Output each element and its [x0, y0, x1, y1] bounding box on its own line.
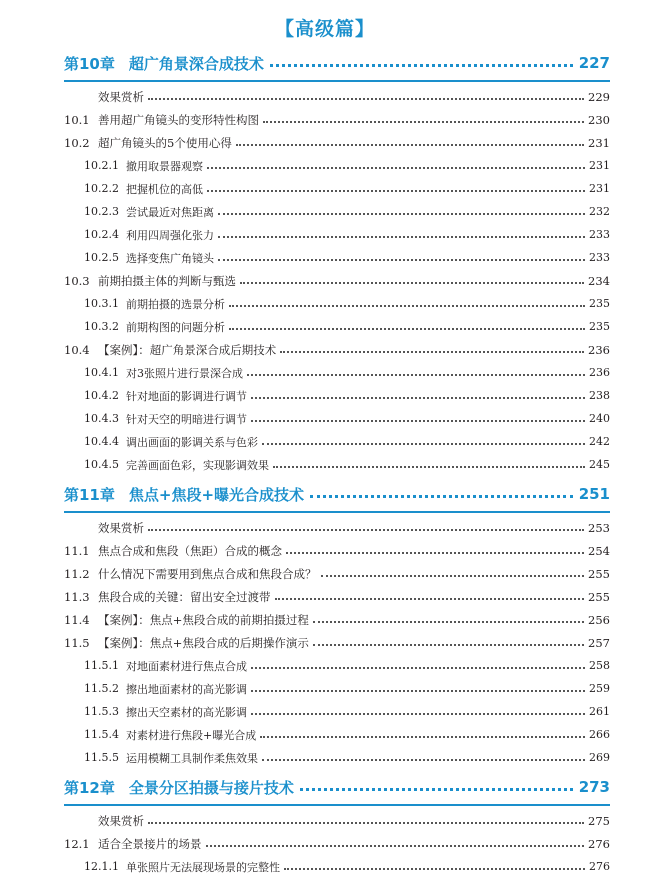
section-page: 261 [589, 705, 610, 718]
chapter-page: 251 [578, 485, 610, 503]
chapter-rule [64, 511, 610, 513]
section-page: 269 [589, 751, 610, 764]
section-number: 11.3 [64, 589, 90, 604]
dot-leader [262, 443, 585, 445]
section-title: 单张照片无法展现场景的完整性 [126, 860, 280, 874]
toc-subsection-entry[interactable] [64, 361, 610, 384]
section-page: 236 [588, 342, 610, 357]
dot-leader [218, 236, 585, 238]
dot-leader [148, 822, 584, 824]
part-title: 【高级篇】 [274, 18, 375, 40]
section-page: 238 [589, 389, 610, 402]
dot-leader [218, 259, 585, 261]
section-page: 231 [589, 159, 610, 172]
section-number: 11.5.1 [84, 659, 119, 672]
section-number: 10.4.4 [84, 435, 119, 448]
section-page: 255 [588, 566, 610, 581]
dot-leader [206, 845, 585, 847]
chapter-heading[interactable] [64, 774, 610, 800]
chapter-number: 第12章 [64, 778, 115, 797]
toc-subsection-entry[interactable] [64, 384, 610, 407]
section-title: 焦点合成和焦段（焦距）合成的概念 [98, 543, 282, 558]
section-number: 10.4.2 [84, 389, 119, 402]
section-number: 10.2.3 [84, 205, 119, 218]
section-title: 完善画面色彩，实现影调效果 [126, 458, 269, 472]
section-number: 10.4 [64, 342, 90, 357]
section-number: 10.2.4 [84, 228, 119, 241]
dot-leader [313, 644, 584, 646]
section-number: 10.4.3 [84, 412, 119, 425]
section-title: 擦出天空素材的高光影调 [126, 705, 247, 719]
toc-section-entry[interactable] [64, 338, 610, 361]
section-title: 效果赏析 [98, 520, 144, 535]
section-number: 10.3.2 [84, 320, 119, 333]
toc-section-entry[interactable] [64, 516, 610, 539]
dot-leader [251, 690, 585, 692]
section-title: 前期拍摄主体的判断与甄选 [98, 273, 236, 288]
section-page: 245 [589, 458, 610, 471]
dot-leader [321, 575, 585, 577]
section-title: 【案例】：焦点+焦段合成的后期操作演示 [98, 635, 309, 650]
dot-leader [262, 759, 585, 761]
section-title: 擦出地面素材的高光影调 [126, 682, 247, 696]
toc-section-entry[interactable] [64, 631, 610, 654]
section-title: 焦段合成的关键：留出安全过渡带 [98, 589, 271, 604]
section-page: 253 [588, 520, 610, 535]
section-title: 把握机位的高低 [126, 182, 203, 196]
section-title: 效果赏析 [98, 89, 144, 104]
section-title: 超广角镜头的5个使用心得 [98, 135, 232, 150]
section-page: 266 [589, 728, 610, 741]
dot-leader [251, 713, 585, 715]
section-title: 前期拍摄的选景分析 [126, 297, 225, 311]
dot-leader [300, 788, 573, 791]
toc-section-entry[interactable] [64, 539, 610, 562]
section-page: 232 [589, 205, 610, 218]
chapter-page: 273 [578, 778, 610, 796]
section-title: 适合全景接片的场景 [98, 836, 202, 851]
dot-leader [263, 121, 584, 123]
section-page: 255 [588, 589, 610, 604]
dot-leader [270, 64, 573, 67]
toc-subsection-entry[interactable] [64, 292, 610, 315]
dot-leader [240, 282, 584, 284]
toc-subsection-entry[interactable] [64, 315, 610, 338]
toc-subsection-entry[interactable] [64, 154, 610, 177]
toc-subsection-entry[interactable] [64, 223, 610, 246]
section-page: 240 [589, 412, 610, 425]
toc-section-entry[interactable] [64, 585, 610, 608]
toc-subsection-entry[interactable] [64, 407, 610, 430]
section-number: 10.2.5 [84, 251, 119, 264]
section-title: 选择变焦广角镜头 [126, 251, 214, 265]
toc-section-entry[interactable] [64, 108, 610, 131]
section-title: 对地面素材进行焦点合成 [126, 659, 247, 673]
section-number: 10.3 [64, 273, 90, 288]
toc-section-entry[interactable] [64, 269, 610, 292]
section-title: 前期构图的问题分析 [126, 320, 225, 334]
chapter-rule [64, 804, 610, 806]
dot-leader [236, 144, 584, 146]
toc-section-entry[interactable] [64, 832, 610, 855]
toc-subsection-entry[interactable] [64, 677, 610, 700]
chapter-rule [64, 80, 610, 82]
dot-leader [310, 495, 573, 498]
section-number: 12.1 [64, 836, 90, 851]
dot-leader [207, 167, 585, 169]
toc-subsection-entry[interactable] [64, 177, 610, 200]
section-title: 运用模糊工具制作柔焦效果 [126, 751, 258, 765]
dot-leader [207, 190, 585, 192]
dot-leader [273, 466, 585, 468]
toc-subsection-entry[interactable] [64, 746, 610, 769]
section-page: 259 [589, 682, 610, 695]
toc-section-entry[interactable] [64, 809, 610, 832]
toc-subsection-entry[interactable] [64, 855, 610, 878]
section-number: 11.5.5 [84, 751, 119, 764]
toc-subsection-entry[interactable] [64, 246, 610, 269]
section-number: 11.5 [64, 635, 90, 650]
toc-subsection-entry[interactable] [64, 453, 610, 476]
chapter-heading[interactable] [64, 481, 610, 507]
chapter-number: 第10章 [64, 54, 115, 73]
section-number: 11.5.4 [84, 728, 119, 741]
section-title: 调出画面的影调关系与色彩 [126, 435, 258, 449]
section-number: 11.5.3 [84, 705, 119, 718]
table-of-contents [64, 50, 610, 878]
toc-section-entry[interactable] [64, 562, 610, 585]
dot-leader [247, 374, 585, 376]
section-title: 针对天空的明暗进行调节 [126, 412, 247, 426]
chapter-title: 全景分区拍摄与接片技术 [128, 778, 294, 797]
section-page: 229 [588, 89, 610, 104]
section-number: 11.4 [64, 612, 90, 627]
section-number: 10.4.5 [84, 458, 119, 471]
section-number: 10.4.1 [84, 366, 119, 379]
dot-leader [229, 328, 585, 330]
toc-subsection-entry[interactable] [64, 700, 610, 723]
toc-section-entry[interactable] [64, 85, 610, 108]
toc-subsection-entry[interactable] [64, 430, 610, 453]
section-page: 234 [588, 273, 610, 288]
section-page: 258 [589, 659, 610, 672]
section-number: 10.2.2 [84, 182, 119, 195]
chapter-heading[interactable] [64, 50, 610, 76]
section-page: 235 [589, 297, 610, 310]
section-number: 11.2 [64, 566, 90, 581]
dot-leader [251, 397, 585, 399]
dot-leader [280, 351, 584, 353]
dot-leader [286, 552, 584, 554]
section-page: 235 [589, 320, 610, 333]
section-title: 对3张照片进行景深合成 [126, 366, 243, 380]
section-title: 效果赏析 [98, 813, 144, 828]
section-number: 10.2 [64, 135, 90, 150]
section-number: 12.1.1 [84, 860, 119, 873]
section-page: 233 [589, 228, 610, 241]
dot-leader [229, 305, 585, 307]
section-page: 254 [588, 543, 610, 558]
dot-leader [251, 420, 585, 422]
section-page: 256 [588, 612, 610, 627]
dot-leader [275, 598, 585, 600]
dot-leader [218, 213, 585, 215]
section-number: 11.5.2 [84, 682, 119, 695]
section-page: 276 [588, 836, 610, 851]
section-title: 【案例】：焦点+焦段合成的前期拍摄过程 [98, 612, 309, 627]
section-page: 242 [589, 435, 610, 448]
section-page: 257 [588, 635, 610, 650]
section-page: 231 [589, 182, 610, 195]
dot-leader [148, 98, 584, 100]
section-number: 11.1 [64, 543, 90, 558]
toc-subsection-entry[interactable] [64, 723, 610, 746]
chapter-title: 超广角景深合成技术 [128, 54, 264, 73]
dot-leader [284, 868, 585, 870]
section-title: 善用超广角镜头的变形特性构图 [98, 112, 259, 127]
toc-section-entry[interactable] [64, 131, 610, 154]
section-title: 【案例】：超广角景深合成后期技术 [98, 342, 277, 357]
section-title: 对素材进行焦段+曝光合成 [126, 728, 257, 742]
section-title: 针对地面的影调进行调节 [126, 389, 247, 403]
section-page: 276 [589, 860, 610, 873]
section-title: 尝试最近对焦距离 [126, 205, 214, 219]
section-title: 什么情况下需要用到焦点合成和焦段合成？ [98, 566, 317, 581]
toc-subsection-entry[interactable] [64, 200, 610, 223]
section-page: 230 [588, 112, 610, 127]
chapter-title: 焦点+焦段+曝光合成技术 [128, 485, 305, 504]
toc-subsection-entry[interactable] [64, 654, 610, 677]
section-title: 撤用取景器观察 [126, 159, 203, 173]
section-page: 236 [589, 366, 610, 379]
section-page: 231 [588, 135, 610, 150]
dot-leader [260, 736, 585, 738]
dot-leader [148, 529, 584, 531]
section-number: 10.2.1 [84, 159, 119, 172]
section-number: 10.1 [64, 112, 90, 127]
dot-leader [251, 667, 585, 669]
section-page: 275 [588, 813, 610, 828]
dot-leader [313, 621, 584, 623]
toc-section-entry[interactable] [64, 608, 610, 631]
chapter-page: 227 [578, 54, 610, 72]
section-title: 利用四周强化张力 [126, 228, 214, 242]
section-number: 10.3.1 [84, 297, 119, 310]
section-page: 233 [589, 251, 610, 264]
chapter-number: 第11章 [64, 485, 115, 504]
